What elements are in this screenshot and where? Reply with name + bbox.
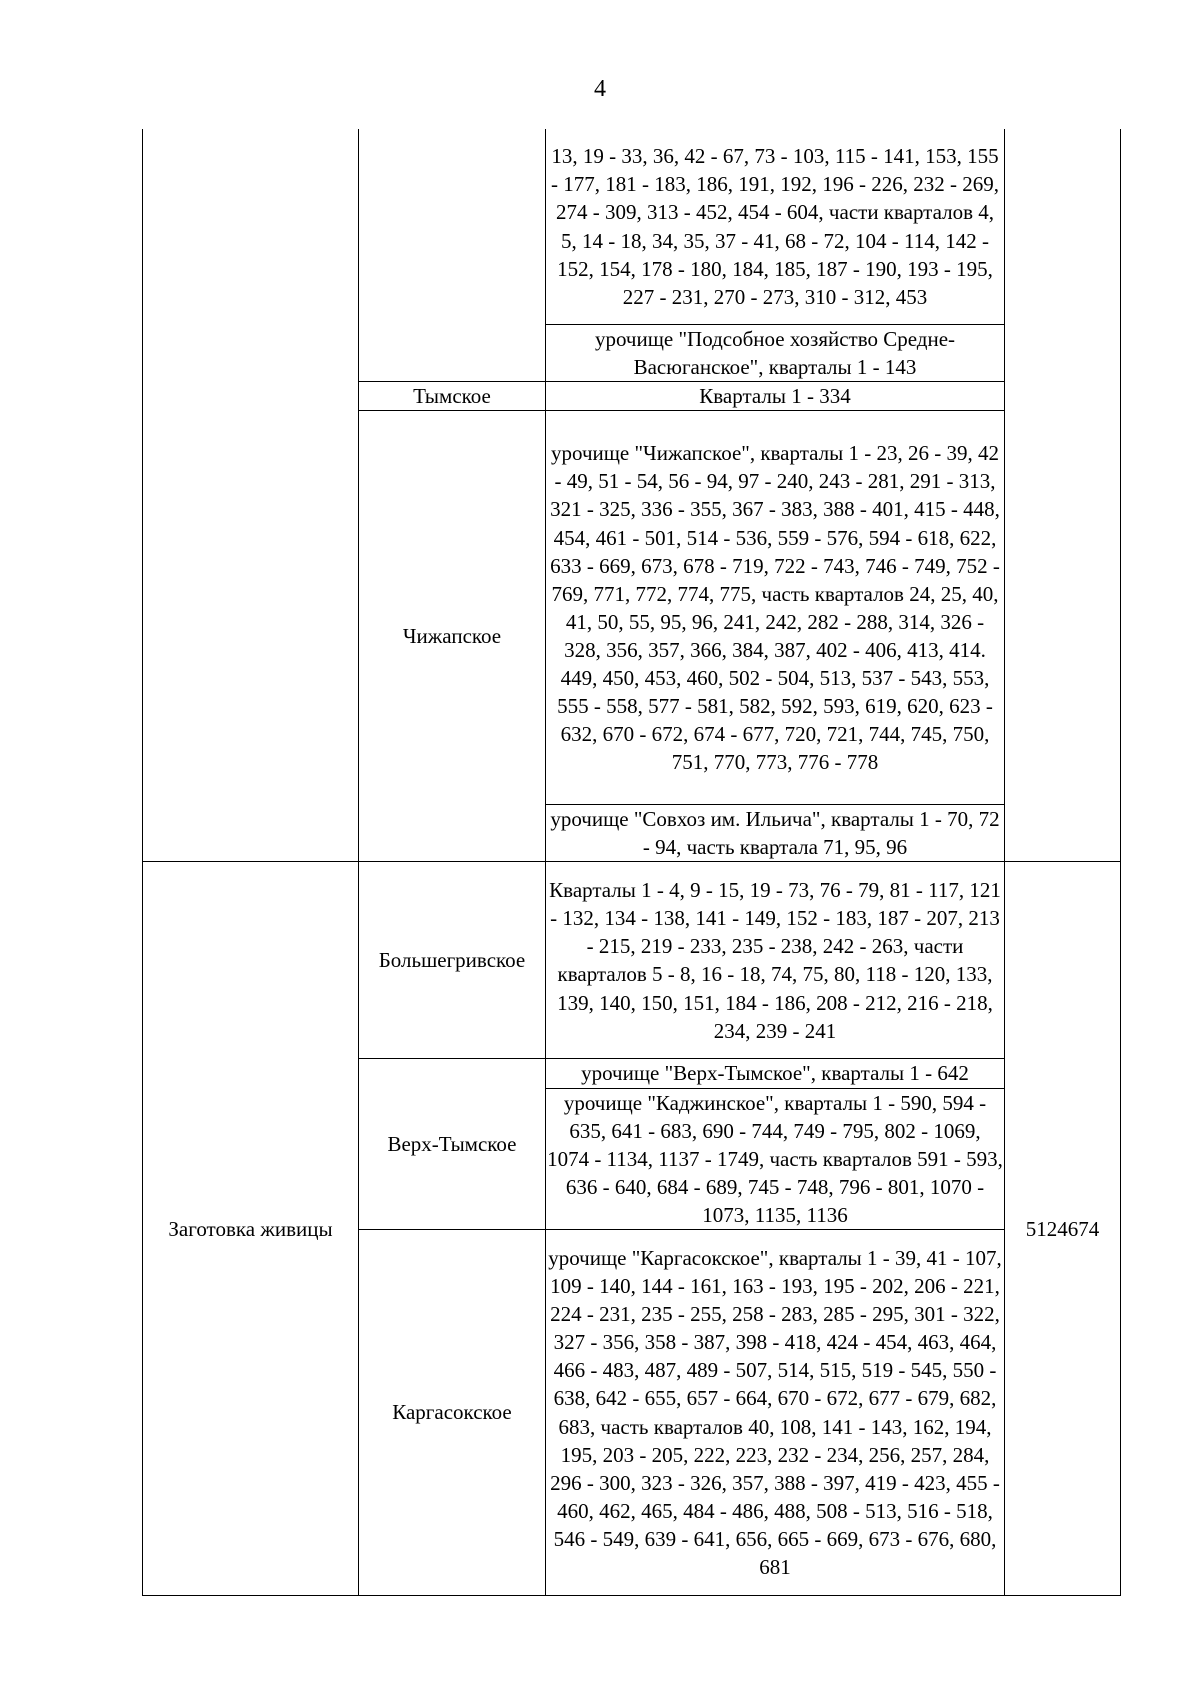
quarters-cell: урочище "Каджинское", кварталы 1 - 590, 594 - 635, 641 - 683, 690 - 744, 749 - 795, 802 - 1069, 1074 - 1134, 1137 - 1749, часть кварталов 591 - 593, 636 - 640, 684 - 689, 745 - 748, 796 - 801, 1070 - 1073, 1135, 1136 (546, 1088, 1005, 1229)
district-cell: Чижапское (359, 411, 546, 862)
district-cell: Каргасокское (359, 1230, 546, 1596)
quarters-cell: урочище "Каргасокское", кварталы 1 - 39, 41 - 107, 109 - 140, 144 - 161, 163 - 193, 195 - 202, 206 - 221, 224 - 231, 235 - 255, 258 - 283, 285 - 295, 301 - 322, 327 - 356, 358 - 387, 398 - 418, 424 - 454, 463, 464, 466 - 483, 487, 489 - 507, 514, 515, 519 - 545, 550 - 638, 642 - 655, 657 - 664, 670 - 672, 677 - 679, 682, 683, часть кварталов 40, 108, 141 - 143, 162, 194, 195, 203 - 205, 222, 223, 232 - 234, 256, 257, 284, 296 - 300, 323 - 326, 357, 388 - 397, 419 - 423, 455 - 460, 462, 465, 484 - 486, 488, 508 - 513, 516 - 518, 546 - 549, 639 - 641, 656, 665 - 669, 673 - 676, 680, 681 (546, 1230, 1005, 1596)
quarters-cell: урочище "Верх-Тымское", кварталы 1 - 642 (546, 1059, 1005, 1088)
table-row (143, 862, 1121, 1059)
quarters-cell: Кварталы 1 - 4, 9 - 15, 19 - 73, 76 - 79, 81 - 117, 121 - 132, 134 - 138, 141 - 149, 152 - 183, 187 - 207, 213 - 215, 219 - 233, 235 - 238, 242 - 263, части кварталов 5 - 8, 16 - 18, 74, 75, 80, 118 - 120, 133, 139, 140, 150, 151, 184 - 186, 208 - 212, 216 - 218, 234, 239 - 241 (546, 862, 1005, 1059)
quarters-cell: Кварталы 1 - 334 (546, 382, 1005, 411)
total-cell: 5124674 (1005, 862, 1121, 1596)
district-cell-continued (359, 129, 546, 382)
forest-quarters-table (142, 129, 1121, 1596)
quarters-cell: урочище "Подсобное хозяйство Средне-Васюганское", кварталы 1 - 143 (546, 325, 1005, 382)
table-row (143, 129, 1121, 325)
quarters-cell: урочище "Чижапское", кварталы 1 - 23, 26 - 39, 42 - 49, 51 - 54, 56 - 94, 97 - 240, 243 - 281, 291 - 313, 321 - 325, 336 - 355, 367 - 383, 388 - 401, 415 - 448, 454, 461 - 501, 514 - 536, 559 - 576, 594 - 618, 622, 633 - 669, 673, 678 - 719, 722 - 743, 746 - 749, 752 - 769, 771, 772, 774, 775, часть кварталов 24, 25, 40, 41, 50, 55, 95, 96, 241, 242, 282 - 288, 314, 326 - 328, 356, 357, 366, 384, 387, 402 - 406, 413, 414. 449, 450, 453, 460, 502 - 504, 513, 537 - 543, 553, 555 - 558, 577 - 581, 582, 592, 593, 619, 620, 623 - 632, 670 - 672, 674 - 677, 720, 721, 744, 745, 750, 751, 770, 773, 776 - 778 (546, 411, 1005, 805)
page-number: 4 (594, 76, 606, 102)
activity-cell-continued (143, 129, 359, 862)
district-cell: Верх-Тымское (359, 1059, 546, 1230)
total-cell-continued (1005, 129, 1121, 862)
quarters-cell: урочище "Совхоз им. Ильича", кварталы 1 - 70, 72 - 94, часть квартала 71, 95, 96 (546, 805, 1005, 862)
quarters-cell: 13, 19 - 33, 36, 42 - 67, 73 - 103, 115 - 141, 153, 155 - 177, 181 - 183, 186, 191, 192, 196 - 226, 232 - 269, 274 - 309, 313 - 452, 454 - 604, части кварталов 4, 5, 14 - 18, 34, 35, 37 - 41, 68 - 72, 104 - 114, 142 - 152, 154, 178 - 180, 184, 185, 187 - 190, 193 - 195, 227 - 231, 270 - 273, 310 - 312, 453 (546, 129, 1005, 325)
district-cell: Тымское (359, 382, 546, 411)
district-cell: Большегривское (359, 862, 546, 1059)
activity-cell: Заготовка живицы (143, 862, 359, 1596)
